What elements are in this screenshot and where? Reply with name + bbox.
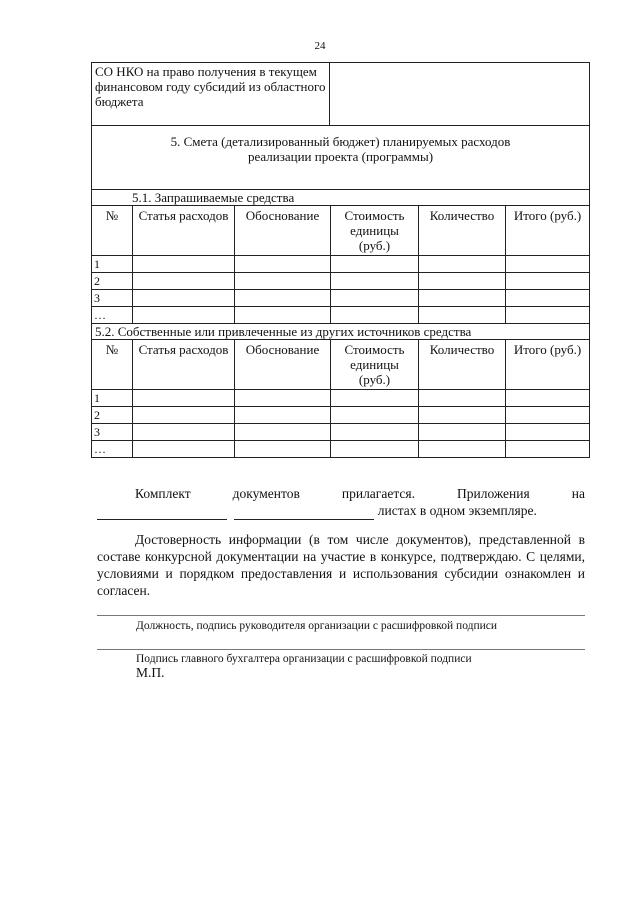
cell-item[interactable] bbox=[133, 390, 235, 407]
sheets-blank-1[interactable] bbox=[97, 502, 227, 520]
cell-quantity[interactable] bbox=[419, 273, 506, 290]
cell-quantity[interactable] bbox=[419, 390, 506, 407]
cell-item[interactable] bbox=[133, 424, 235, 441]
cell-unit-cost[interactable] bbox=[331, 424, 419, 441]
table-row bbox=[92, 256, 590, 273]
cell-item[interactable] bbox=[133, 307, 235, 324]
cell-item[interactable] bbox=[133, 441, 235, 458]
cell-unit-cost[interactable] bbox=[331, 407, 419, 424]
cell-unit-cost[interactable] bbox=[331, 390, 419, 407]
cell-total[interactable] bbox=[506, 290, 590, 307]
cell-quantity[interactable] bbox=[419, 407, 506, 424]
attach-word: прилагается. bbox=[341, 486, 415, 501]
table2-header-quantity: Количество bbox=[419, 340, 506, 390]
cell-unit-cost[interactable] bbox=[331, 273, 419, 290]
table-row bbox=[92, 424, 590, 441]
cell-item[interactable] bbox=[133, 290, 235, 307]
cell-unit-cost[interactable] bbox=[331, 307, 419, 324]
cell-quantity[interactable] bbox=[419, 290, 506, 307]
cell-reason[interactable] bbox=[235, 290, 331, 307]
row-number: 3 bbox=[92, 424, 133, 441]
table1-header-num: № bbox=[92, 206, 133, 256]
applicant-cell-left: СО НКО на право получения в текущем финансовом году субсидий из областного бюджета bbox=[92, 63, 330, 126]
cell-reason[interactable] bbox=[235, 307, 331, 324]
table2-header-unit-cost: Стоимость единицы (руб.) bbox=[331, 340, 419, 390]
attach-word: документов bbox=[232, 486, 300, 501]
budget-form bbox=[91, 62, 590, 458]
table2-header-row bbox=[92, 340, 590, 390]
table-row bbox=[92, 407, 590, 424]
own-funds-table bbox=[91, 339, 590, 458]
cell-unit-cost[interactable] bbox=[331, 256, 419, 273]
cell-quantity[interactable] bbox=[419, 424, 506, 441]
cell-reason[interactable] bbox=[235, 441, 331, 458]
row-number: 1 bbox=[92, 256, 133, 273]
page-number: 24 bbox=[314, 40, 326, 52]
cell-total[interactable] bbox=[506, 441, 590, 458]
cell-quantity[interactable] bbox=[419, 256, 506, 273]
table-row bbox=[92, 273, 590, 290]
cell-quantity[interactable] bbox=[419, 441, 506, 458]
cell-total[interactable] bbox=[506, 424, 590, 441]
cell-reason[interactable] bbox=[235, 424, 331, 441]
cell-item[interactable] bbox=[133, 273, 235, 290]
cell-reason[interactable] bbox=[235, 273, 331, 290]
attachments-paragraph bbox=[97, 485, 585, 520]
attach-word: Комплект bbox=[135, 486, 191, 501]
cell-total[interactable] bbox=[506, 390, 590, 407]
cell-total[interactable] bbox=[506, 273, 590, 290]
cell-unit-cost[interactable] bbox=[331, 290, 419, 307]
applicant-table bbox=[91, 62, 590, 189]
row-number: 3 bbox=[92, 290, 133, 307]
applicant-cell-right[interactable] bbox=[330, 63, 590, 126]
table2-header-num: № bbox=[92, 340, 133, 390]
attach-word: Приложения bbox=[457, 486, 530, 501]
table2-header-reason: Обоснование bbox=[235, 340, 331, 390]
cell-quantity[interactable] bbox=[419, 307, 506, 324]
row-number: 2 bbox=[92, 407, 133, 424]
table1-header-unit-cost: Стоимость единицы (руб.) bbox=[331, 206, 419, 256]
cell-total[interactable] bbox=[506, 307, 590, 324]
requested-funds-table bbox=[91, 205, 590, 324]
attachments-line1 bbox=[97, 485, 585, 502]
row-number: 1 bbox=[92, 390, 133, 407]
table-row bbox=[92, 390, 590, 407]
accountant-signature-caption: Подпись главного бухгалтера организации с расшифровкой подписи bbox=[136, 653, 472, 665]
table-row bbox=[92, 307, 590, 324]
attach-word: на bbox=[571, 486, 585, 501]
table1-header-reason: Обоснование bbox=[235, 206, 331, 256]
cell-total[interactable] bbox=[506, 256, 590, 273]
cell-item[interactable] bbox=[133, 407, 235, 424]
stamp-place: М.П. bbox=[136, 665, 165, 680]
table2-caption: 5.2. Собственные или привлеченные из других источников средства bbox=[91, 324, 590, 339]
attachments-tail: листах в одном экземпляре. bbox=[377, 503, 537, 518]
cell-item[interactable] bbox=[133, 256, 235, 273]
director-signature-line[interactable] bbox=[97, 615, 585, 616]
section-5-title bbox=[92, 126, 590, 190]
cell-reason[interactable] bbox=[235, 256, 331, 273]
table1-caption: 5.1. Запрашиваемые средства bbox=[91, 189, 590, 205]
table2-header-total: Итого (руб.) bbox=[506, 340, 590, 390]
confirmation-paragraph: Достоверность информации (в том числе документов), представленной в составе конкурсной документации на участие в конкурсе, подтверждаю. С целями, условиями и порядком предоставления и использования субсидии ознакомлен и согласен. bbox=[97, 532, 585, 598]
table-row bbox=[92, 441, 590, 458]
section-5-title-line2: реализации проекта (программы) bbox=[247, 149, 434, 164]
cell-unit-cost[interactable] bbox=[331, 441, 419, 458]
row-number: … bbox=[92, 307, 133, 324]
table-row bbox=[92, 290, 590, 307]
row-number: 2 bbox=[92, 273, 133, 290]
section-5-title-line1: 5. Смета (детализированный бюджет) планируемых расходов bbox=[170, 134, 511, 149]
director-signature-caption: Должность, подпись руководителя организации с расшифровкой подписи bbox=[136, 620, 498, 632]
cell-reason[interactable] bbox=[235, 390, 331, 407]
cell-reason[interactable] bbox=[235, 407, 331, 424]
table1-header-quantity: Количество bbox=[419, 206, 506, 256]
cell-total[interactable] bbox=[506, 407, 590, 424]
sheets-blank-2[interactable] bbox=[234, 502, 374, 520]
table1-header-item: Статья расходов bbox=[133, 206, 235, 256]
row-number: … bbox=[92, 441, 133, 458]
accountant-signature-line[interactable] bbox=[97, 649, 585, 650]
table1-header-row bbox=[92, 206, 590, 256]
attachments-line2 bbox=[97, 502, 585, 520]
table2-header-item: Статья расходов bbox=[133, 340, 235, 390]
table1-header-total: Итого (руб.) bbox=[506, 206, 590, 256]
